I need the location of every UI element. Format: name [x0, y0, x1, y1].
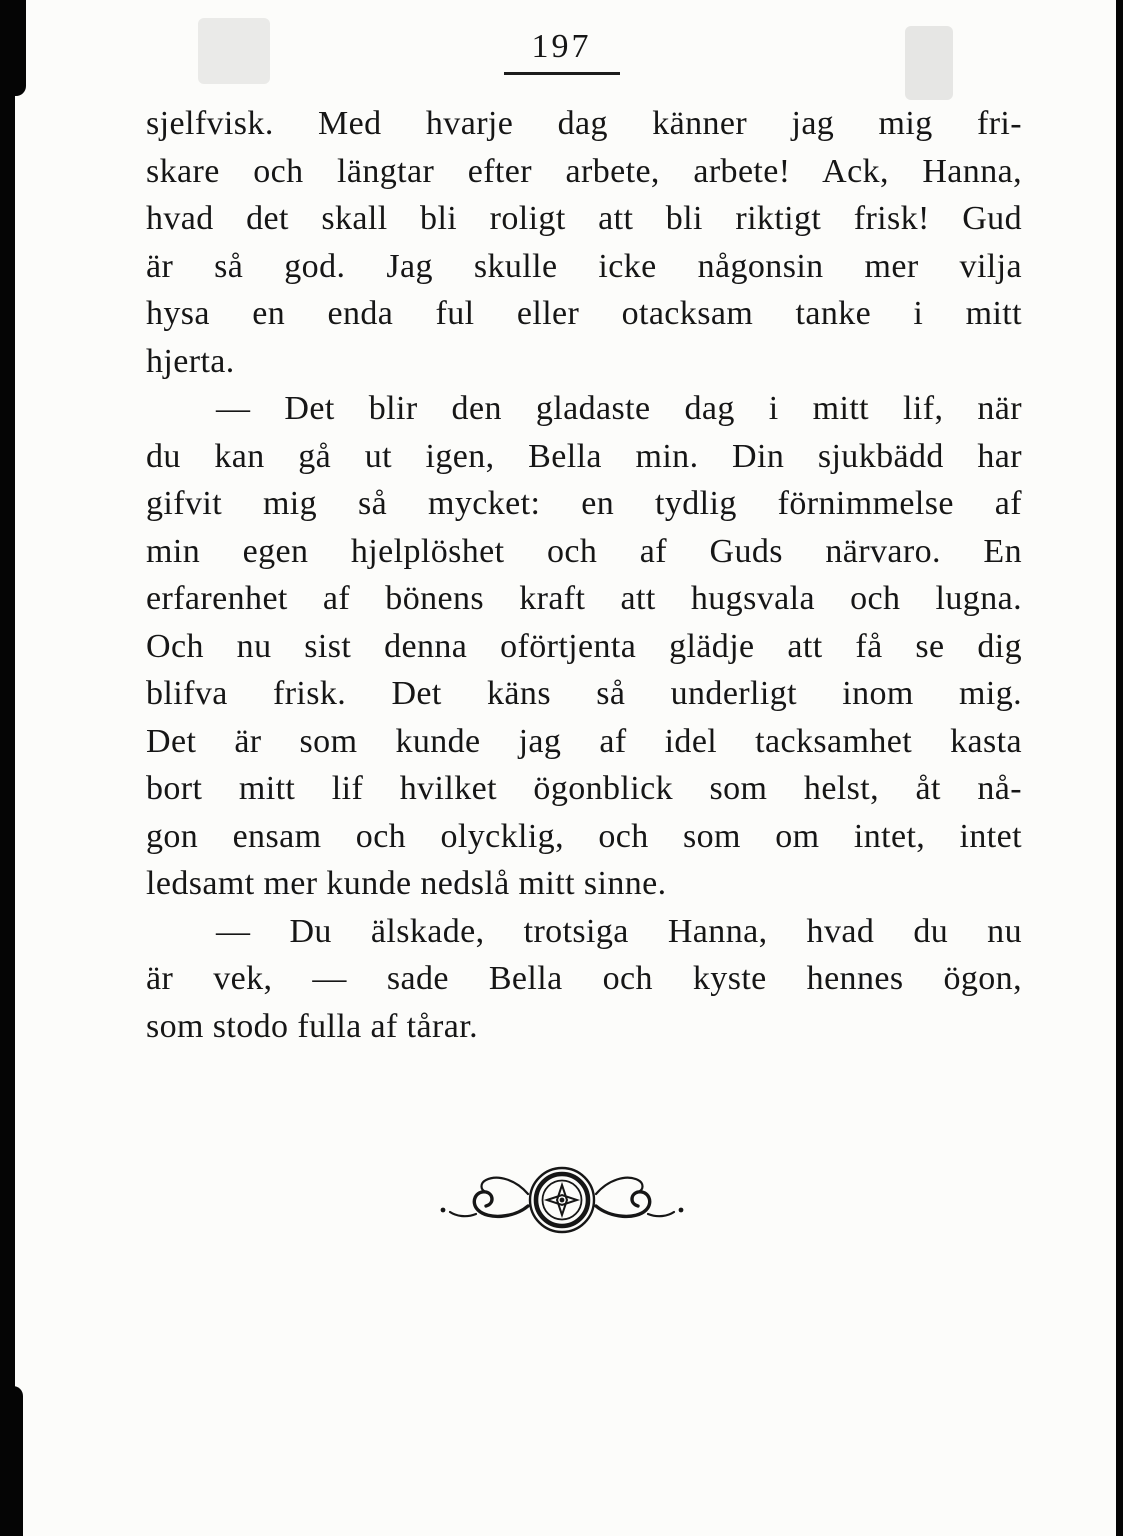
scan-edge-left	[0, 0, 15, 1536]
text-line: hvad det skall bli roligt att bli riktigt frisk! Gud	[146, 200, 1022, 237]
scan-edge-right	[1116, 0, 1123, 1536]
floral-medallion-icon	[434, 1160, 690, 1240]
page-number: 197	[504, 28, 620, 75]
text-line: bort mitt lif hvilket ögonblick som helst, åt nå-	[146, 770, 1022, 807]
text-line: erfarenhet af bönens kraft att hugsvala och lugna.	[146, 580, 1022, 617]
scan-edge-left-bottom	[0, 1386, 23, 1536]
text-line: ledsamt mer kunde nedslå mitt sinne.	[146, 865, 667, 902]
chapter-end-ornament	[0, 1160, 1123, 1245]
text-line: — Det blir den gladaste dag i mitt lif, när	[216, 390, 1022, 427]
text-line: hjerta.	[146, 342, 235, 380]
text-line: min egen hjelplöshet och af Guds närvaro. En	[146, 532, 1022, 570]
text-line: är vek, — sade Bella och kyste hennes ögon,	[146, 960, 1022, 997]
text-line: är så god. Jag skulle icke någonsin mer vilja	[146, 247, 1022, 285]
page-text	[146, 100, 1022, 1050]
text-line: gifvit mig så mycket: en tydlig förnimmelse af	[146, 485, 1022, 522]
text-line: blifva frisk. Det käns så underligt inom mig.	[146, 675, 1022, 712]
text-line: Och nu sist denna oförtjenta glädje att få se dig	[146, 627, 1022, 665]
text-line: sjelfvisk. Med hvarje dag känner jag mig fri-	[146, 105, 1022, 142]
text-line: gon ensam och olycklig, och som om intet, intet	[146, 817, 1022, 855]
text-line: — Du älskade, trotsiga Hanna, hvad du nu	[216, 912, 1022, 950]
text-line: Det är som kunde jag af idel tacksamhet kasta	[146, 722, 1022, 760]
text-line: hysa en enda ful eller otacksam tanke i mitt	[146, 295, 1022, 332]
page-header	[0, 28, 1123, 75]
text-line: som stodo fulla af tårar.	[146, 1007, 478, 1045]
text-line: du kan gå ut igen, Bella min. Din sjukbädd har	[146, 437, 1022, 475]
text-line: skare och längtar efter arbete, arbete! Ack, Hanna,	[146, 152, 1022, 190]
